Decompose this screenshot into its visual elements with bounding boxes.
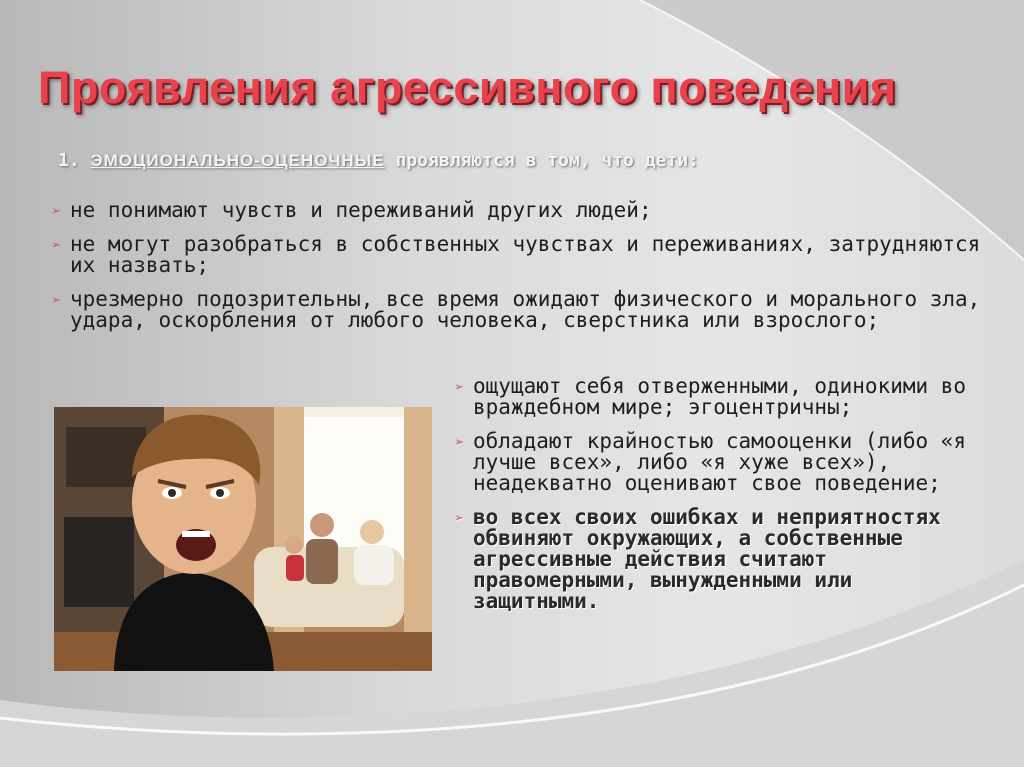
bullet-item [52,200,988,221]
bullet-text: чрезмерно подозрительны, все время ожидают физического и морального зла, удара, оскорбления от любого человека, сверстника или взрослого; [70,287,981,332]
bullet-arrow-icon: ➢ [455,509,465,527]
subtitle-rest: проявляются в том, что дети: [395,150,699,171]
section-subtitle [58,150,699,171]
bullet-text: ощущают себя отверженными, одинокими во враждебном мире; эгоцентричны; [473,374,967,419]
bullet-text: во всех своих ошибках и неприятностях обвиняют окружающих, а собственные агрессивные действия считают правомерными, вынужденными или защитными. [473,505,941,613]
bullet-item [455,431,989,494]
bullet-text: не могут разобраться в собственных чувствах и переживаниях, затрудняются их назвать; [70,232,981,277]
subtitle-term: ЭМОЦИОНАЛЬНО-ОЦЕНОЧНЫЕ [90,151,385,170]
slide-title: Проявления агрессивного поведения [38,62,897,113]
bullet-item [52,289,988,331]
bullet-text: не понимают чувств и переживаний других людей; [70,198,652,222]
bullet-text: обладают крайностью самооценки (либо «я лучше всех», либо «я хуже всех»), неадекватно оценивают свое поведение; [473,429,967,495]
bullet-arrow-icon: ➢ [52,236,62,254]
angry-child-photo [54,407,432,671]
bullet-item [52,234,988,276]
bullet-arrow-icon: ➢ [455,433,465,451]
right-bullet-list [455,376,989,625]
bullet-item [455,376,989,418]
bullet-arrow-icon: ➢ [455,378,465,396]
photo-illustration [54,407,432,671]
bullet-arrow-icon: ➢ [52,202,62,220]
bullet-item [455,507,989,612]
top-bullet-list [52,200,988,344]
bullet-arrow-icon: ➢ [52,291,62,309]
subtitle-number: 1. [58,150,80,171]
